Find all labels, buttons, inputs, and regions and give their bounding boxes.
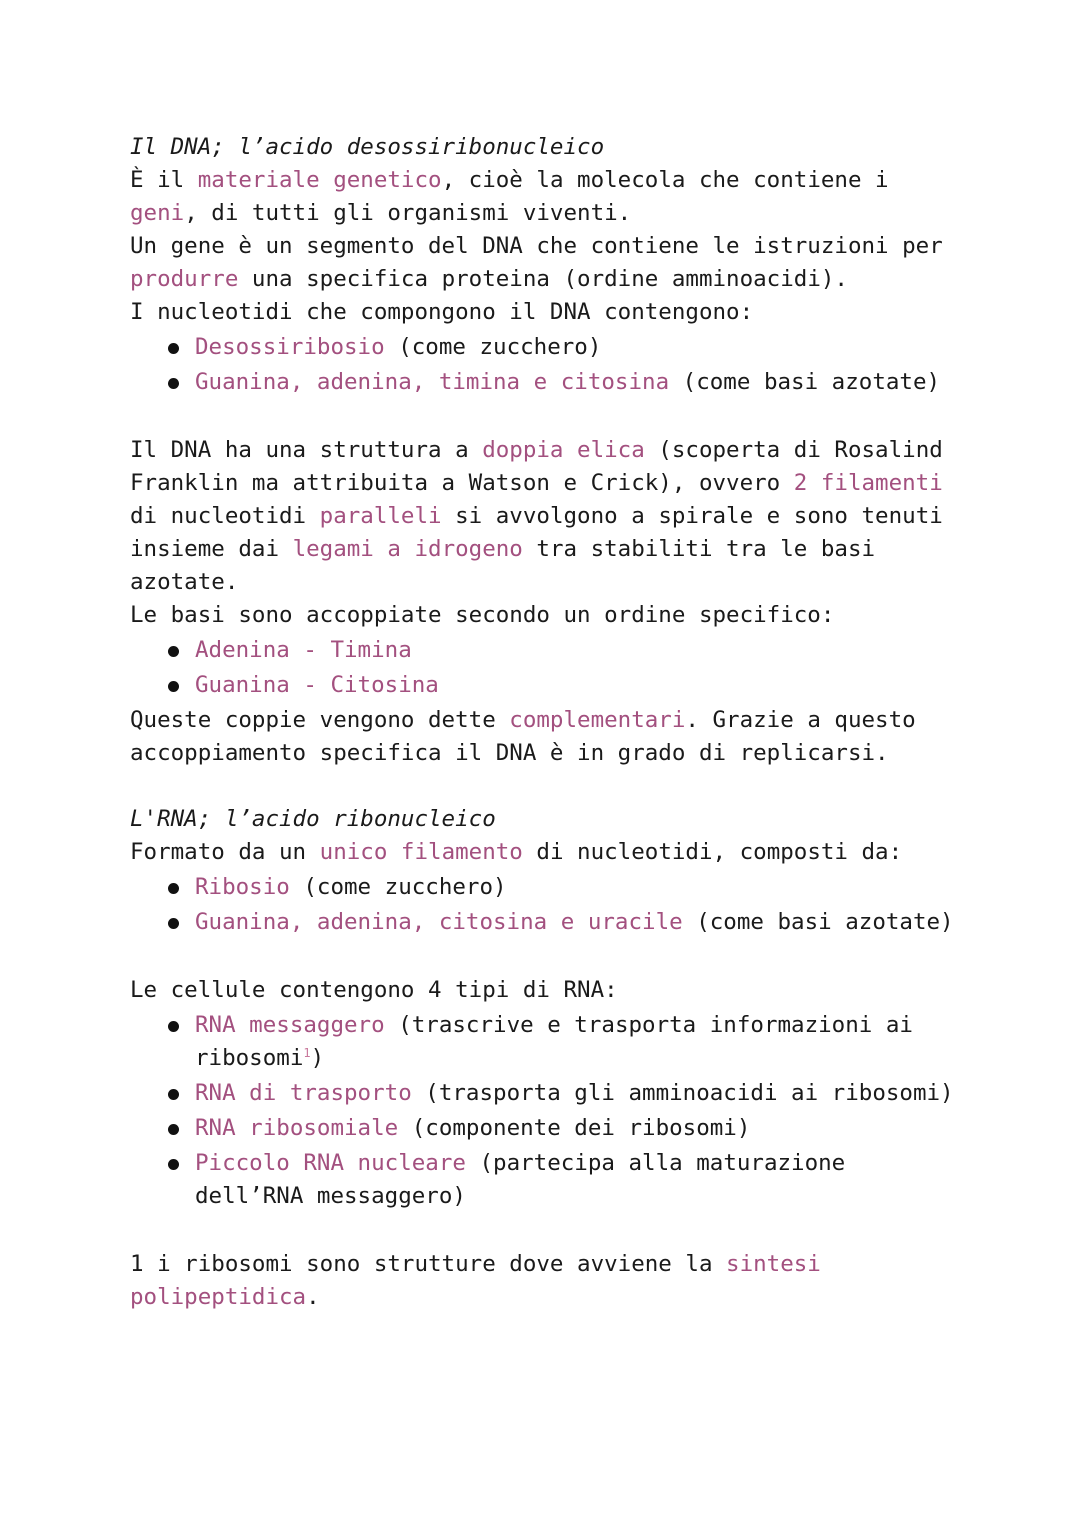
spacer: [130, 770, 960, 803]
text-span: (come zucchero): [289, 874, 507, 900]
highlight-term: unico filamento: [319, 839, 523, 865]
text-span: .: [306, 1284, 320, 1310]
list-item: [130, 1112, 960, 1145]
highlight-term: produrre: [130, 266, 239, 292]
list-item: [130, 669, 960, 702]
highlight-term: Ribosio: [195, 874, 290, 900]
text-span: ): [310, 1045, 325, 1071]
list-item: [130, 634, 960, 667]
text-span: (come basi azotate): [669, 369, 941, 395]
highlight-term: Piccolo RNA nucleare: [195, 1150, 466, 1176]
text-span: di nucleotidi, composti da:: [522, 839, 903, 865]
base-pairs-list: [130, 634, 960, 702]
dna-definition-paragraph: [130, 164, 960, 230]
text-span: (come basi azotate): [682, 909, 954, 935]
footnote-marker: 1: [303, 1046, 311, 1060]
spacer: [130, 1215, 960, 1248]
text-span: . Grazie a questo accoppiamento specifica il DNA è in grado di replicarsi.: [130, 707, 916, 766]
footnote: [130, 1248, 960, 1314]
spacer: [130, 401, 960, 434]
list-item: [130, 906, 960, 939]
text-span: si avvolgono a spirale e sono tenuti insieme dai: [130, 503, 943, 562]
highlight-term: Guanina, adenina, timina e citosina: [195, 369, 670, 395]
text-span: , di tutti gli organismi viventi.: [184, 200, 632, 226]
text-span: (scoperta di Rosalind Franklin ma attribuita a Watson e Crick), ovvero: [130, 437, 943, 496]
highlight-term: sintesi polipeptidica: [130, 1251, 821, 1310]
rna-types-intro: Le cellule contengono 4 tipi di RNA:: [130, 977, 618, 1003]
highlight-term: Adenina - Timina: [195, 637, 412, 663]
text-span: Il DNA ha una struttura a: [130, 437, 483, 463]
complementary-paragraph: [130, 704, 960, 770]
highlight-term: geni: [130, 200, 185, 226]
list-item: [130, 331, 960, 364]
double-helix-paragraph: [130, 434, 960, 599]
rna-types-list: [130, 1009, 960, 1213]
highlight-term: 2 filamenti: [793, 470, 943, 496]
text-span: una specifica proteina (ordine amminoacidi).: [238, 266, 848, 292]
highlight-term: Guanina - Citosina: [195, 672, 439, 698]
base-pairing-intro: Le basi sono accoppiate secondo un ordine specifico:: [130, 602, 835, 628]
nucleotides-intro: I nucleotidi che compongono il DNA contengono:: [130, 299, 754, 325]
list-item: [130, 1147, 960, 1213]
text-span: (trasporta gli amminoacidi ai ribosomi): [411, 1080, 954, 1106]
highlight-term: Guanina, adenina, citosina e uracile: [195, 909, 683, 935]
text-span: (componente dei ribosomi): [398, 1115, 751, 1141]
text-span: Un gene è un segmento del DNA che contiene le istruzioni per: [130, 233, 943, 259]
dna-components-list: [130, 331, 960, 399]
text-span: È il: [130, 167, 198, 193]
list-item: [130, 366, 960, 399]
text-span: Formato da un: [130, 839, 320, 865]
text-span: , cioè la molecola che contiene i: [441, 167, 889, 193]
text-span: di nucleotidi: [130, 503, 320, 529]
highlight-term: materiale genetico: [197, 167, 442, 193]
highlight-term: RNA ribosomiale: [195, 1115, 399, 1141]
dna-section-title: Il DNA; l’acido desossiribonucleico: [130, 134, 605, 160]
highlight-term: Desossiribosio: [195, 334, 385, 360]
list-item: [130, 1077, 960, 1110]
text-span: (partecipa alla maturazione dell’RNA messaggero): [195, 1150, 846, 1209]
text-span: 1 i ribosomi sono strutture dove avviene la: [130, 1251, 727, 1277]
list-item: [130, 871, 960, 904]
highlight-term: doppia elica: [482, 437, 645, 463]
highlight-term: RNA messaggero: [195, 1012, 385, 1038]
list-item: [130, 1009, 960, 1075]
document-body: [130, 131, 960, 1314]
highlight-term: complementari: [509, 707, 686, 733]
spacer: [130, 941, 960, 974]
gene-definition-paragraph: [130, 230, 960, 296]
text-span: tra stabiliti tra le basi azotate.: [130, 536, 876, 595]
rna-section-title: L'RNA; l’acido ribonucleico: [130, 806, 496, 832]
text-span: Queste coppie vengono dette: [130, 707, 510, 733]
text-span: (trascrive e trasporta informazioni ai ribosomi: [195, 1012, 913, 1071]
text-span: (come zucchero): [384, 334, 602, 360]
rna-structure-paragraph: [130, 836, 960, 869]
highlight-term: paralleli: [319, 503, 442, 529]
highlight-term: RNA di trasporto: [195, 1080, 412, 1106]
rna-components-list: [130, 871, 960, 939]
highlight-term: legami a idrogeno: [292, 536, 523, 562]
